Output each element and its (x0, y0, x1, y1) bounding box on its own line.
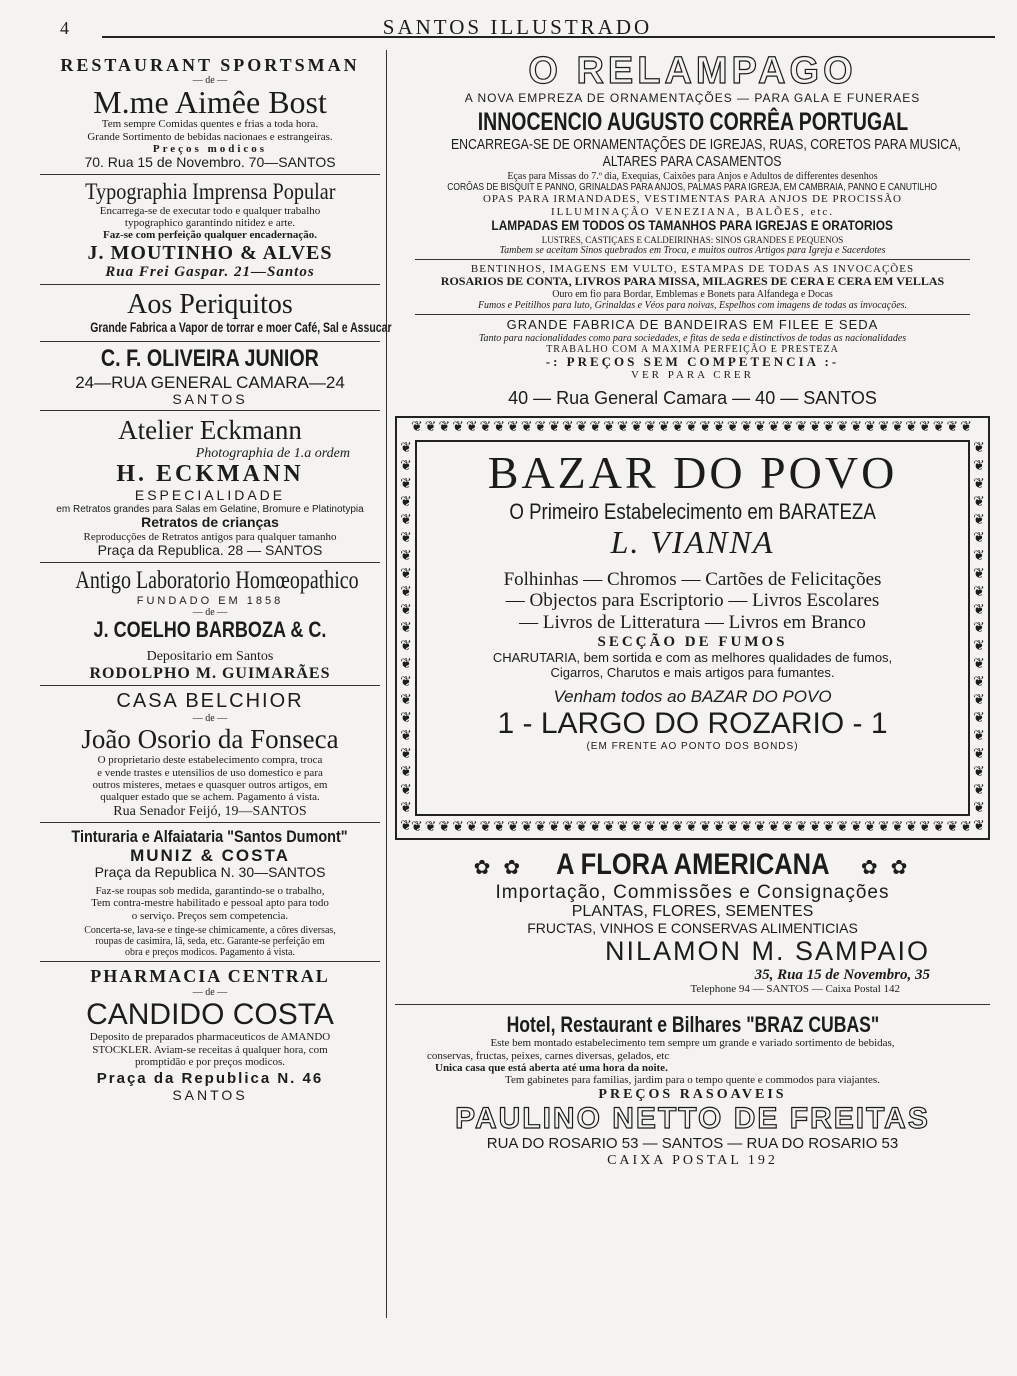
ad-text: BENTINHOS, IMAGENS EM VULTO, ESTAMPAS DE TODAS AS INVOCAÇÕES (470, 262, 915, 275)
ad-title-row (395, 848, 990, 882)
ad-city: SANTOS (172, 390, 248, 407)
ad-text: -: PREÇOS SEM COMPETENCIA :- (545, 353, 840, 369)
ad-address: Praça da Republica N. 46 (96, 1070, 324, 1088)
ad-separator (40, 410, 380, 411)
ad-text: Faz-se roupas sob medida, garantindo-se o trabalho, (95, 884, 325, 897)
ad-text: O proprietario deste estabelecimento compra, troca (97, 754, 323, 767)
ad-text: GRANDE FABRICA DE BANDEIRAS EM FILEE E SEDA (506, 316, 879, 332)
ornament-glyph: ❦ (411, 419, 425, 435)
ad-owner: J. MOUTINHO & ALVES (87, 241, 333, 264)
ad-box: CAIXA POSTAL 192 (607, 1152, 778, 1168)
ad-text: A NOVA EMPREZA DE ORNAMENTAÇÕES — PARA GALA E FUNERAES (464, 90, 921, 105)
ad-text: Reproducções de Retratos antigos para qualquer tamanho (83, 530, 337, 543)
ad-title: Aos Periquitos (127, 288, 293, 320)
ad-text: PLANTAS, FLORES, SEMENTES (571, 902, 814, 920)
ad-text: roupas de casimira, lã, seda, etc. Garante-se perfeição em (95, 936, 325, 948)
ad-text: OPAS PARA IRMANDADES, VESTIMENTAS PARA ANJOS DE PROCISSÃO (482, 193, 903, 206)
ad-address: Praça da Republica N. 30—SANTOS (94, 864, 326, 881)
ad-separator (40, 822, 380, 823)
ad-separator (40, 174, 380, 175)
ad-text: obra e preços modicos. Pagamento á vista. (125, 947, 295, 959)
ad-title: Atelier Eckmann (118, 415, 302, 446)
page-header (40, 8, 995, 38)
ad-casa-belchior (40, 690, 380, 819)
ad-laboratorio (40, 567, 380, 683)
ad-restaurant-sportsman (40, 55, 380, 171)
ad-address: Rua Senador Feijó, 19—SANTOS (113, 803, 307, 819)
ad-title: Hotel, Restaurant e Bilhares "BRAZ CUBAS" (506, 1011, 879, 1037)
flower-icon: ✿ ✿ (473, 856, 525, 879)
ad-title: A FLORA AMERICANA (555, 847, 830, 881)
ad-separator (40, 562, 380, 563)
ad-text: Tambem se aceitam Sinos quebrados em Troca, e muitos outros Artigos para Igreja e Sacerdotes (499, 244, 886, 256)
ad-owner: INNOCENCIO AUGUSTO CORRÊA PORTUGAL (477, 108, 908, 137)
ad-owner: MUNIZ & COSTA (130, 846, 290, 866)
ad-separator (40, 284, 380, 285)
ad-founded: FUNDADO EM 1858 (136, 594, 284, 607)
ad-text: Concerta-se, lava-se e tinge-se chimicamente, a côres diversas, (84, 924, 336, 936)
ad-text: LUSTRES, CASTIÇAES E CALDEIRINHAS: SINOS GRANDES E PEQUENOS (541, 234, 844, 245)
ad-text: qualquer estado que se achem. Pagamento á vista. (100, 791, 320, 804)
ad-address: 40 — Rua General Camara — 40 — SANTOS (508, 387, 877, 408)
ad-text: Tanto para nacionalidades como para sociedades, e fitas de seda e distinctivos de todas as nacionalidades (478, 332, 907, 344)
ad-text: Faz-se com perfeição qualquer encadernação. (103, 229, 317, 242)
ad-text: LAMPADAS EM TODOS OS TAMANHOS PARA IGREJAS E ORATORIOS (491, 216, 894, 233)
ad-separator (40, 341, 380, 342)
column-divider (386, 50, 387, 1318)
ad-tinturaria (40, 827, 380, 958)
ad-title: Typographia Imprensa Popular (84, 178, 336, 204)
ad-text: ILLUMINAÇÃO VENEZIANA, BALÕES, etc. (550, 205, 835, 218)
ad-atelier-eckmann (40, 415, 380, 558)
ad-text: conservas, fructas, peixes, carnes diversas, gelados, etc (427, 1049, 670, 1062)
ad-agent: RODOLPHO M. GUIMARÃES (89, 664, 331, 682)
ad-flora-americana (395, 848, 990, 996)
ad-content (417, 448, 968, 753)
ad-bazar-do-povo (395, 416, 990, 840)
ad-specialty: ESPECIALIDADE (134, 487, 286, 504)
ad-separator (40, 685, 380, 686)
ad-text: O Primeiro Estabelecimento em BARATEZA (509, 498, 876, 524)
ad-de: — de — (192, 712, 228, 724)
ad-text: Tem gabinetes para familias, jardim para o tempo quente e commodos para viajantes. (505, 1074, 880, 1087)
ad-owner: H. ECKMANN (116, 461, 304, 488)
ad-text: — Objectos para Escriptorio — Livros Escolares (505, 590, 880, 612)
ad-text: Encarrega-se de executar todo e qualquer trabalho (99, 204, 321, 217)
ad-prices: Preços modicos (152, 142, 268, 155)
ad-text: Folhinhas — Chromos — Cartões de Felicitações (503, 568, 882, 590)
ad-address: 70. Rua 15 de Novembro. 70—SANTOS (84, 154, 336, 171)
ad-text: Grande Fabrica a Vapor de torrar e moer Café, Sal e Assucar (90, 319, 392, 336)
publication-title: SANTOS ILLUSTRADO (382, 15, 653, 39)
ad-title: Antigo Laboratorio Homœopathico (75, 566, 359, 594)
ad-text: Tem sempre Comidas quentes e frias a toda hora. (101, 118, 319, 131)
ad-note: (EM FRENTE AO PONTO DOS BONDS) (586, 741, 799, 753)
ad-text: Photographia de 1.a ordem (195, 445, 350, 461)
ornament-border-top: ❦❦❦❦❦❦❦❦❦❦❦❦❦❦❦❦❦❦❦❦❦❦❦❦❦❦❦❦❦❦❦❦❦❦❦❦❦❦❦❦❦ (411, 419, 974, 435)
ad-braz-cubas (395, 1013, 990, 1169)
ad-text: ALTARES PARA CASAMENTOS (603, 153, 782, 171)
ad-text: CORÔAS DE BISQUIT E PANNO, GRINALDAS PARA ANJOS, PALMAS PARA IGREJA, EM CAMBRAIA, PANNO E CANUTILHO (447, 182, 938, 194)
ad-title: O RELAMPAGO (528, 50, 857, 92)
left-column (40, 55, 392, 1104)
ad-separator (395, 1004, 990, 1005)
ad-text: Telephone 94 — SANTOS — Caixa Postal 142 (690, 983, 900, 996)
ad-text: TRABALHO COM A MAXIMA PERFEIÇÃO E PRESTEZA (546, 343, 839, 355)
ad-address: 35, Rua 15 de Novembro, 35 (754, 966, 930, 983)
ad-text: STOCKLER. Aviam-se receitas á qualquer hora, com (92, 1043, 328, 1056)
ad-owner: M.me Aimêe Bost (93, 84, 327, 121)
ad-text: SECÇÃO DE FUMOS (597, 634, 788, 651)
ad-text: Este bem montado estabelecimento tem sempre um grande e variado sortimento de bebidas, (490, 1037, 895, 1050)
ad-title: RESTAURANT SPORTSMAN (60, 55, 360, 75)
ad-address: Rua Frei Gaspar. 21—Santos (105, 264, 315, 281)
ad-text: ROSARIOS DE CONTA, LIVROS PARA MISSA, MILAGRES DE CERA E CERA EM VELLAS (440, 274, 945, 289)
ad-text: typographico garantindo nitidez e arte. (124, 217, 296, 230)
flower-icon: ✿ ✿ (860, 856, 912, 879)
ad-text: Deposito de preparados pharmaceuticos de AMANDO (89, 1031, 331, 1044)
ad-text: Fumos e Peitilhos para luto, Grinaldas e Véos para noivas, Espelhos com imagens de todas as invocações. (477, 299, 908, 311)
right-column (395, 52, 990, 1168)
ad-address: Praça da Republica. 28 — SANTOS (97, 542, 323, 559)
ad-de: — de — (192, 75, 228, 87)
ad-city: SANTOS (172, 1087, 248, 1104)
ad-owner: CANDIDO COSTA (86, 997, 334, 1031)
ad-text: Unica casa que está aberta até uma hora da noite. (435, 1061, 668, 1074)
ad-aos-periquitos (40, 288, 392, 408)
ornament-border-left: ❦❦❦❦❦❦❦❦❦❦❦❦❦❦❦❦❦❦❦❦❦❦ (400, 440, 412, 834)
ad-text: Importação, Commissões e Consignações (495, 881, 890, 903)
ornament-border-bottom: ❦❦❦❦❦❦❦❦❦❦❦❦❦❦❦❦❦❦❦❦❦❦❦❦❦❦❦❦❦❦❦❦❦❦❦❦❦❦❦❦❦ (411, 819, 974, 835)
ad-text: Ouro em fio para Bordar, Emblemas e Bonets para Alfandega e Docas (552, 288, 833, 300)
ad-text: FRUCTAS, VINHOS E CONSERVAS ALIMENTICIAS (527, 919, 858, 936)
ad-owner: L. VIANNA (610, 523, 775, 560)
ad-owner: NILAMON M. SAMPAIO (604, 936, 930, 967)
ad-separator (415, 314, 970, 315)
header-rule (102, 36, 995, 38)
ad-pharmacia-central (40, 966, 380, 1103)
ad-title: Tinturaria e Alfaiataria "Santos Dumont" (71, 827, 349, 847)
ad-separator (415, 259, 970, 260)
ad-de: — de — (192, 986, 228, 998)
ad-text: ENCARREGA-SE DE ORNAMENTAÇÕES DE IGREJAS, RUAS, CORETOS PARA MUSICA, (450, 136, 961, 154)
ad-owner: João Osorio da Fonseca (81, 724, 339, 755)
ad-text: e vende trastes e utensilios de uso domestico e para (97, 766, 323, 779)
ad-owner: PAULINO NETTO DE FREITAS (455, 1102, 930, 1136)
ad-text: Cigarros, Charutos e mais artigos para fumantes. (550, 665, 835, 681)
ad-text: CHARUTARIA, bem sortida e com as melhores qualidades de fumos, (492, 650, 893, 666)
ad-text: VER PARA CRER (631, 369, 754, 382)
ad-text: Tem contra-mestre habilitado e pessoal apto para todo (91, 897, 329, 910)
ad-typographia (40, 179, 380, 281)
ad-text: outros misteres, metaes e quasquer outros artigos, em (92, 778, 328, 791)
ad-text: Eças para Missas do 7.º dia, Exequias, Caixões para Anjos e Adultos de differentes desenhos (507, 170, 878, 182)
ad-separator (40, 961, 380, 962)
ad-address: 1 - LARGO DO ROZARIO - 1 (497, 706, 888, 740)
ornament-border-right: ❦❦❦❦❦❦❦❦❦❦❦❦❦❦❦❦❦❦❦❦❦❦ (973, 440, 985, 834)
page-number: 4 (60, 18, 69, 38)
ad-text: em Retratos grandes para Salas em Gelatine, Bromure e Platinotypia (56, 503, 364, 515)
ad-o-relampago (395, 52, 990, 408)
ad-text: — Livros de Litteratura — Livros em Branco (519, 612, 866, 634)
ad-text: Venham todos ao BAZAR DO POVO (553, 687, 832, 707)
ad-prices: PREÇOS RASOAVEIS (598, 1086, 787, 1102)
ad-address: 24—RUA GENERAL CAMARA—24 (75, 372, 345, 392)
ad-owner: C. F. OLIVEIRA JUNIOR (101, 344, 319, 372)
ad-text: Grande Sortimento de bebidas nacionaes e estrangeiras. (87, 130, 333, 143)
ad-title: BAZAR DO POVO (487, 446, 898, 498)
ad-text: Depositario em Santos (146, 648, 274, 664)
ad-owner: J. COELHO BARBOZA & C. (93, 617, 327, 643)
ad-de: — de — (192, 607, 228, 619)
ad-text: promptidão e por preços modicos. (135, 1055, 285, 1068)
ad-title: CASA BELCHIOR (116, 690, 304, 713)
ad-address: RUA DO ROSARIO 53 — SANTOS — RUA DO ROSARIO 53 (486, 1134, 899, 1152)
ad-title: PHARMACIA CENTRAL (90, 966, 330, 987)
ad-text: o serviço. Preços sem competencia. (131, 909, 289, 922)
ad-text: Retratos de crianças (141, 514, 279, 531)
